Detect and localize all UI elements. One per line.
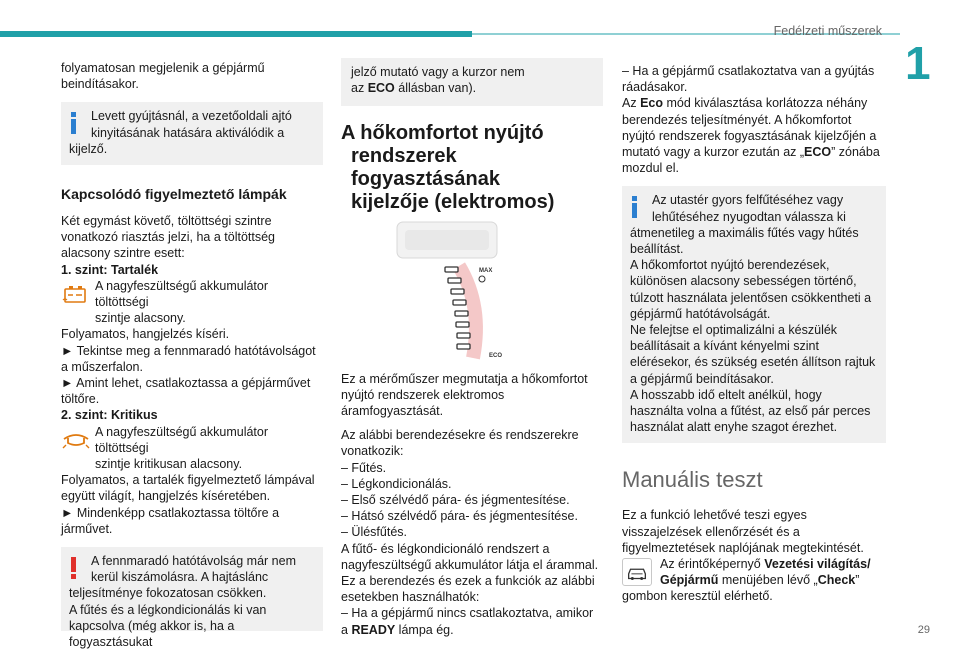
warning-box: A fennmaradó hatótávolság már nem kerül kiszámolásra. A hajtáslánc teljesítménye fokozatosan csökken. A fűtés és a légkondicionálás ki van kapcsolva (még akkor is, ha a fogyasztásukat xyxy=(61,547,323,631)
manual-test-row: Az érintőképernyő Vezetési világítás/ Gépjármű menüjében lévő „Check” xyxy=(622,556,886,588)
column-2: jelző mutató vagy a kurzor nem az ECO állásban van). A hőkomfortot nyújtó rendszerek fogyasztásának kijelzője (elektromos) MAX ECO Ez a mérőműszer megmutatja a hőkomfortot nyújtó rendszerek elektromos áramfogyasztását. Az alábbi berendezésekre és rendszerekre vonatkozik: – Fűtés. – Légkondicionálás. – Első szélvédő pára- és jégmentesítése. – Hátsó szélvédő pára- és jégmentesítése. – Ülésfűtés. A fűtő- és légkondicionáló rendszert a nagyfeszültségű akkumulátor látja el árammal. Ez a berendezés és ezek a funkciók az alábbi esetekben használhatók: – Ha a gépjármű nincs csatlakoztatva, amikor a READY lámpa ég. xyxy=(341,58,603,638)
level1-row: A nagyfeszültségű akkumulátor töltöttségi szintje alacsony. xyxy=(61,278,323,327)
battery-reserve-icon xyxy=(61,280,91,308)
level1-title: 1. szint: Tartalék xyxy=(61,262,159,277)
section-heading: A hőkomfortot nyújtó rendszerek fogyasztásának kijelzője (elektromos) xyxy=(341,122,555,214)
list-item: – Első szélvédő pára- és jégmentesítése. xyxy=(341,493,570,508)
list-item: – Fűtés. xyxy=(341,460,387,475)
car-icon xyxy=(622,558,652,586)
equipment-list xyxy=(341,460,603,541)
gauge-eco-label: ECO xyxy=(489,353,503,360)
list-item: – Ülésfűtés. xyxy=(341,525,408,540)
warning-icon xyxy=(70,557,77,579)
level2-row: A nagyfeszültségű akkumulátor töltöttségi szintje kritikusan alacsony. xyxy=(61,424,323,473)
info-box: Levett gyújtásnál, a vezetőoldali ajtó kinyitásának hatására aktiválódik a kijelző. xyxy=(61,102,323,165)
header-title: Fedélzeti műszerek xyxy=(773,24,882,38)
info-icon xyxy=(631,196,638,218)
info-icon xyxy=(70,112,77,134)
info-box: Az utastér gyors felfűtéséhez vagy lehűtéséhez nyugodtan válassza ki átmenetileg a maximális fűtés vagy hűtés beállítást. A hőkomfortot nyújtó berendezések, különösen alacsony sebességen történő, túlzott használata jelentősen csökkentheti a gépjármű hatótávolságát. Ne felejtse el optimalizálni a készülék beállításait a kívánt kényelmi szint elérésekor, és szükség esetén állítson rajtuk a gépjármű beindításakor. A hosszabb idő eltelt anélkül, hogy használta volna a fűtést, az első pár perces használat alatt enyhe szagot érezhet. xyxy=(622,186,886,443)
sub-heading: Kapcsolódó figyelmeztető lámpák xyxy=(61,186,287,203)
column-3: – Ha a gépjármű csatlakoztatva van a gyújtás ráadásakor. Az Eco mód kiválasztása korlátozza néhány berendezés teljesítményét. A hőkomfortot nyújtó rendszerek fogyasztásának kijelzőjén a mutató vagy a kurzor ezután az „ECO” zónába mozdul el. Az utastér gyors felfűtéséhez vagy lehűtéséhez nyugodtan válassza ki átmenetileg a maximális fűtés vagy hűtés beállítást. A hőkomfortot nyújtó berendezések, különösen alacsony sebességen történő, túlzott használata jelentősen csökkentheti a gépjármű hatótávolságát. Ne felejtse el optimalizálni a készülék beállításait a kívánt kényelmi szint elérésekor, és szükség esetén állítson rajtuk a gépjármű beindításakor. A hosszabb idő eltelt anélkül, hogy használta volna a fűtést, az első pár perces használat alatt enyhe szagot érezhet. Manuális teszt Ez a funkció lehetővé teszi egyes visszajelzések ellenőrzését és a figyelmeztetések naplójának megtekintését. Az érintőképernyő Vezetési világítás/ Gépjármű menüjében lévő „Check” gombon keresztül elérhető. xyxy=(622,63,886,605)
gauge-max-label: MAX xyxy=(479,268,493,275)
level2-title: 2. szint: Kritikus xyxy=(61,408,158,423)
header-accent-bar xyxy=(0,31,472,37)
list-item: – Hátsó szélvédő pára- és jégmentesítése. xyxy=(341,509,578,524)
page-number: 29 xyxy=(917,624,930,636)
column-1: folyamatosan megjelenik a gépjármű beindításakor. Levett gyújtásnál, a vezetőoldali ajtó kinyitásának hatására aktiválódik a kijelző. Kapcsolódó figyelmeztető lámpák Két egymást követő, töltöttségi szintre vonatkozó riasztás jelzi, ha a töltöttség alacsony szintre esett: 1. szint: Tartalék A nagyfeszültségű akkumulátor töltöttségi szintje alacsony. Folyamatos, hangjelzés kíséri. ► Tekintse meg a fennmaradó hatótávolságot a műszerfalon. ► Amint lehet, csatlakoztassa a gépjárművet töltőre. 2. szint: Kritikus A nagyfeszültségű akkumulátor töltöttségi szintje kritikusan alacsony. Folyamatos, a tartalék figyelmeztető lámpával együtt világít, hangjelzés kíséretében. ► Mindenképp csatlakoztassa töltőre a járművet. A fennmaradó hatótávolság már nem kerül kiszámolásra. A hajtáslánc teljesítménye fokozatosan csökken. A fűtés és a légkondicionálás ki van kapcsolva (még akkor is, ha a fogyasztásukat xyxy=(61,60,323,631)
list-item: – Légkondicionálás. xyxy=(341,476,452,491)
warning-box-continued: jelző mutató vagy a kurzor nem az ECO állásban van). xyxy=(341,58,603,106)
thermal-comfort-gauge xyxy=(341,222,603,360)
paragraph: folyamatosan megjelenik a gépjármű beindításakor. xyxy=(61,61,265,92)
manual-test-heading: Manuális teszt xyxy=(622,467,763,493)
critical-battery-icon xyxy=(61,426,91,454)
chapter-number: 1 xyxy=(905,37,931,89)
